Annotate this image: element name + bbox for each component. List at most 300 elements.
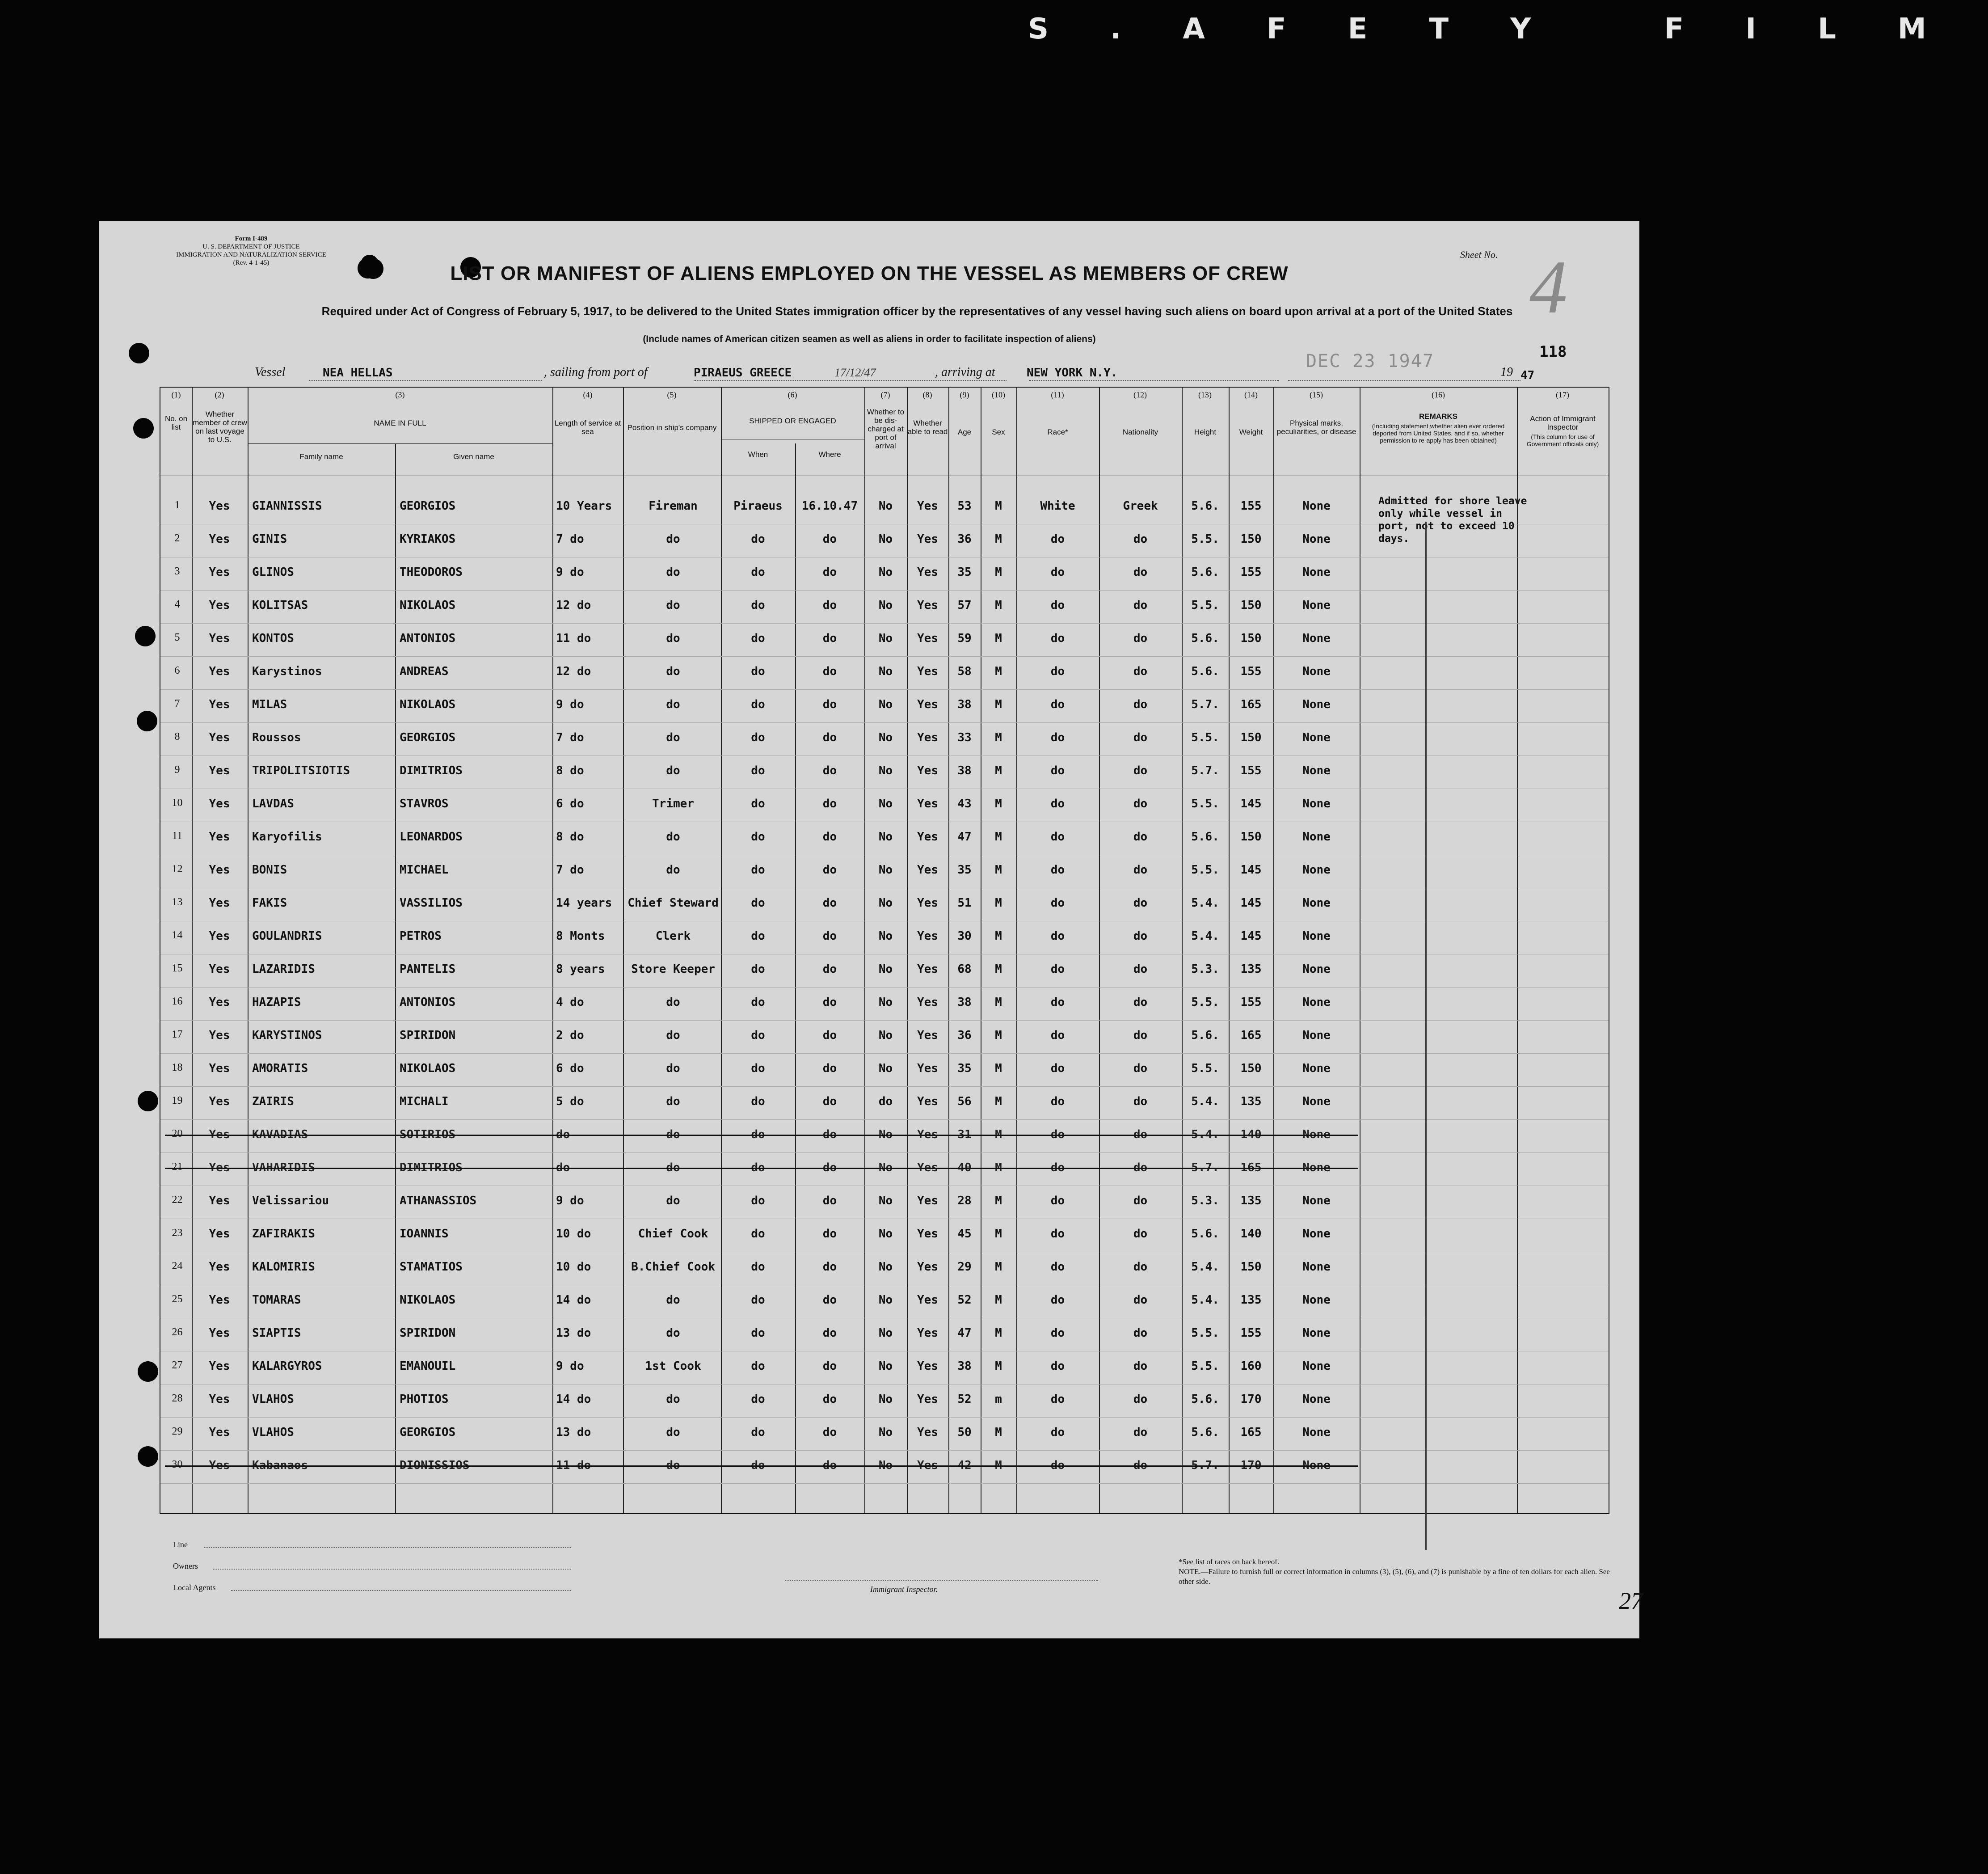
crew-table [160, 387, 1609, 1514]
row-no: 7 [174, 698, 180, 709]
date-stamp: DEC 23 1947 [1306, 351, 1434, 371]
row-no: 15 [172, 962, 183, 974]
family-name: Roussos [252, 731, 301, 744]
crew-member: Yes [209, 1194, 230, 1207]
given-name: DIONISSIOS [400, 1459, 470, 1472]
weight: 135 [1240, 1095, 1262, 1108]
row-no: 2 [174, 532, 180, 544]
physical-marks: None [1302, 1260, 1331, 1274]
can-read: Yes [917, 996, 938, 1009]
race: do [1050, 532, 1065, 546]
service-length: 8 do [556, 830, 584, 844]
nationality: do [1133, 1326, 1148, 1340]
hdr-height: Height [1194, 428, 1217, 436]
column-number: (6) [788, 390, 797, 399]
can-read: Yes [917, 1062, 938, 1075]
hdr-length: Length of service at sea [554, 419, 621, 436]
crew-member: Yes [209, 1161, 230, 1174]
weight: 150 [1240, 532, 1262, 546]
given-name: MICHALI [400, 1095, 449, 1108]
height: 5.5. [1191, 731, 1219, 744]
physical-marks: None [1302, 1293, 1331, 1307]
age: 36 [957, 532, 972, 546]
height: 5.7. [1191, 698, 1219, 711]
weight: 155 [1240, 665, 1262, 678]
can-read: Yes [917, 632, 938, 645]
age: 68 [957, 962, 972, 976]
row-no: 5 [174, 632, 180, 643]
family-name: Velissariou [252, 1194, 329, 1207]
service-length: 4 do [556, 996, 584, 1009]
height: 5.6. [1191, 499, 1219, 513]
crew-member: Yes [209, 962, 230, 976]
given-name: PANTELIS [400, 962, 456, 976]
nationality: do [1133, 566, 1148, 579]
physical-marks: None [1302, 863, 1331, 877]
column-number: (7) [880, 390, 890, 399]
family-name: LAVDAS [252, 797, 294, 810]
discharged: No [878, 1359, 893, 1373]
crew-member: Yes [209, 1095, 230, 1108]
family-name: TOMARAS [252, 1293, 301, 1307]
height: 5.4. [1191, 1095, 1219, 1108]
nationality: do [1133, 996, 1148, 1009]
sex: M [995, 1326, 1002, 1340]
family-name: KONTOS [252, 632, 294, 645]
nationality: do [1133, 1029, 1148, 1042]
sheet-label: Sheet No. [1460, 249, 1498, 260]
height: 5.6. [1191, 1227, 1219, 1241]
crew-member: Yes [209, 1029, 230, 1042]
age: 53 [957, 499, 972, 513]
row-no: 24 [172, 1260, 183, 1272]
hdr-read: Whether able to read [907, 419, 948, 436]
service: IMMIGRATION AND NATURALIZATION SERVICE [176, 251, 326, 258]
row-no: 11 [172, 830, 183, 842]
sailing-port: PIRAEUS GREECE [694, 366, 792, 380]
race: White [1040, 499, 1075, 513]
position: do [666, 532, 680, 546]
shipped-where: do [822, 1029, 837, 1042]
shipped-when: do [751, 896, 765, 910]
position: 1st Cook [645, 1359, 701, 1373]
crew-member: Yes [209, 599, 230, 612]
family-name: GINIS [252, 532, 287, 546]
row-no: 14 [172, 929, 183, 941]
crew-member: Yes [209, 1227, 230, 1241]
nationality: do [1133, 1062, 1148, 1075]
weight: 140 [1240, 1128, 1262, 1141]
discharged: No [878, 532, 893, 546]
crew-member: Yes [209, 797, 230, 810]
service-length: 14 do [556, 1393, 591, 1406]
can-read: Yes [917, 599, 938, 612]
age: 52 [957, 1293, 972, 1307]
shipped-when: do [751, 632, 765, 645]
physical-marks: None [1302, 830, 1331, 844]
age: 47 [957, 1326, 972, 1340]
height: 5.7. [1191, 1161, 1219, 1174]
height: 5.6. [1191, 566, 1219, 579]
position: do [666, 566, 680, 579]
given-name: NIKOLAOS [400, 698, 456, 711]
subtitle: Required under Act of Congress of February 5, 1917, to be delivered to the United States immigration officer by the representatives of any vessel having such aliens on board upon arrival at a port of the United States [321, 304, 1513, 318]
family-name: HAZAPIS [252, 996, 301, 1009]
discharged: No [878, 1426, 893, 1439]
can-read: Yes [917, 1194, 938, 1207]
discharged: No [878, 599, 893, 612]
given-name: ANDREAS [400, 665, 449, 678]
given-name: NIKOLAOS [400, 599, 456, 612]
position: do [666, 830, 680, 844]
crew-member: Yes [209, 1393, 230, 1406]
discharged: No [878, 731, 893, 744]
race: do [1050, 896, 1065, 910]
shipped-where: do [822, 1293, 837, 1307]
age: 52 [957, 1393, 972, 1406]
physical-marks: None [1302, 1062, 1331, 1075]
physical-marks: None [1302, 599, 1331, 612]
family-name: KALARGYROS [252, 1359, 322, 1373]
shipped-when: do [751, 665, 765, 678]
shipped-where: do [822, 1095, 837, 1108]
discharged: No [878, 1459, 893, 1472]
crew-member: Yes [209, 665, 230, 678]
column-number: (10) [992, 390, 1005, 399]
service-length: 9 do [556, 566, 584, 579]
department: U. S. DEPARTMENT OF JUSTICE [202, 243, 300, 250]
film-edge-text: S.AFETY FILM [1028, 13, 1988, 46]
discharged: No [878, 962, 893, 976]
crew-member: Yes [209, 896, 230, 910]
shipped-where: do [822, 1426, 837, 1439]
arrival-port: NEW YORK N.Y. [1027, 366, 1118, 380]
given-name: ANTONIOS [400, 996, 456, 1009]
height: 5.5. [1191, 863, 1219, 877]
nationality: do [1133, 1293, 1148, 1307]
height: 5.5. [1191, 1062, 1219, 1075]
race: do [1050, 996, 1065, 1009]
service-length: 5 do [556, 1095, 584, 1108]
revision: (Rev. 4-1-45) [233, 259, 270, 266]
service-length: 9 do [556, 698, 584, 711]
shipped-where: do [822, 1227, 837, 1241]
vessel-label: Vessel [255, 365, 286, 379]
can-read: Yes [917, 1260, 938, 1274]
race: do [1050, 863, 1065, 877]
crew-member: Yes [209, 1426, 230, 1439]
sex: M [995, 1128, 1002, 1141]
shipped-when: do [751, 731, 765, 744]
race: do [1050, 599, 1065, 612]
shipped-where: do [822, 731, 837, 744]
discharged: No [878, 1062, 893, 1075]
shipped-where: do [822, 599, 837, 612]
height: 5.5. [1191, 797, 1219, 810]
position: do [666, 1029, 680, 1042]
family-name: GLINOS [252, 566, 294, 579]
row-no: 20 [172, 1128, 183, 1140]
can-read: Yes [917, 764, 938, 777]
can-read: Yes [917, 962, 938, 976]
physical-marks: None [1302, 1359, 1331, 1373]
height: 5.4. [1191, 1260, 1219, 1274]
given-name: STAMATIOS [400, 1260, 463, 1274]
can-read: Yes [917, 532, 938, 546]
row-no: 30 [172, 1459, 183, 1470]
height: 5.4. [1191, 1293, 1219, 1307]
crew-member: Yes [209, 499, 230, 513]
footnote-note: NOTE.—Failure to furnish full or correct information in columns (3), (5), (6), and (7) is punishable by a fine of ten dollars for each alien. See other side. [1179, 1567, 1610, 1586]
shipped-where: do [822, 632, 837, 645]
shipped-where: do [822, 996, 837, 1009]
weight: 165 [1240, 1029, 1262, 1042]
footer [160, 1512, 1608, 1624]
row-no: 13 [172, 896, 183, 908]
position: do [666, 665, 680, 678]
nationality: do [1133, 1095, 1148, 1108]
column-number: (11) [1051, 390, 1064, 399]
family-name: LAZARIDIS [252, 962, 315, 976]
service-length: 10 do [556, 1227, 591, 1241]
age: 43 [957, 797, 972, 810]
discharged: No [878, 1393, 893, 1406]
punch-hole [137, 711, 157, 731]
sex: M [995, 797, 1002, 810]
sailing-date: 17/12/47 [834, 366, 876, 379]
height: 5.4. [1191, 896, 1219, 910]
race: do [1050, 1459, 1065, 1472]
shipped-where: do [822, 764, 837, 777]
family-name: KOLITSAS [252, 599, 308, 612]
corner-number: 27 [1619, 1587, 1643, 1614]
footnote [1179, 1557, 1617, 1587]
family-name: Karyofilis [252, 830, 322, 844]
can-read: Yes [917, 896, 938, 910]
position: do [666, 1459, 680, 1472]
position: do [666, 996, 680, 1009]
height: 5.6. [1191, 830, 1219, 844]
given-name: NIKOLAOS [400, 1062, 456, 1075]
nationality: do [1133, 830, 1148, 844]
discharged: No [878, 797, 893, 810]
discharged: No [878, 1161, 893, 1174]
family-name: FAKIS [252, 896, 287, 910]
weight: 135 [1240, 1194, 1262, 1207]
position: do [666, 1426, 680, 1439]
position: do [666, 764, 680, 777]
given-name: KYRIAKOS [400, 532, 456, 546]
age: 40 [957, 1161, 972, 1174]
strike-through-line [165, 1135, 1358, 1136]
race: do [1050, 1227, 1065, 1241]
nationality: do [1133, 764, 1148, 777]
inspector-label: Immigrant Inspector. [870, 1585, 938, 1594]
sex: M [995, 1293, 1002, 1307]
shipped-when: do [751, 1459, 765, 1472]
hdr-action-note: (This column for use of Government officials only) [1526, 433, 1599, 447]
service-length: 7 do [556, 532, 584, 546]
race: do [1050, 1161, 1065, 1174]
shipped-when: do [751, 1095, 765, 1108]
age: 35 [957, 863, 972, 877]
given-name: IOANNIS [400, 1227, 449, 1241]
given-name: NIKOLAOS [400, 1293, 456, 1307]
given-name: LEONARDOS [400, 830, 463, 844]
family-name: VLAHOS [252, 1426, 294, 1439]
hdr-no: No. on list [164, 414, 188, 431]
race: do [1050, 566, 1065, 579]
weight: 145 [1240, 929, 1262, 943]
physical-marks: None [1302, 1326, 1331, 1340]
nationality: do [1133, 1359, 1148, 1373]
column-number: (5) [667, 390, 677, 399]
shipped-when: do [751, 1227, 765, 1241]
hdr-position: Position in ship's company [627, 423, 717, 432]
nationality: do [1133, 1260, 1148, 1274]
physical-marks: None [1302, 1029, 1331, 1042]
shipped-where: do [822, 896, 837, 910]
shipped-where: do [822, 863, 837, 877]
hdr-remarks: REMARKS [1419, 412, 1457, 421]
age: 50 [957, 1426, 972, 1439]
service-length: 14 do [556, 1293, 591, 1307]
sheet-number: 4 [1529, 245, 1567, 329]
physical-marks: None [1302, 1095, 1331, 1108]
physical-marks: None [1302, 929, 1331, 943]
discharged: No [878, 929, 893, 943]
race: do [1050, 665, 1065, 678]
weight: 165 [1240, 1161, 1262, 1174]
hdr-weight: Weight [1239, 428, 1263, 436]
can-read: Yes [917, 830, 938, 844]
age: 38 [957, 764, 972, 777]
race: do [1050, 1426, 1065, 1439]
given-name: PETROS [400, 929, 442, 943]
shipped-where: do [822, 698, 837, 711]
row-no: 8 [174, 731, 180, 743]
discharged: No [878, 1029, 893, 1042]
crew-member: Yes [209, 863, 230, 877]
nationality: do [1133, 863, 1148, 877]
shipped-when: do [751, 1128, 765, 1141]
sex: M [995, 1459, 1002, 1472]
race: do [1050, 797, 1065, 810]
hdr-remarks-note: (Including statement whether alien ever ordered deported from United States, and if so, whether permission to re-apply has been obtained) [1372, 422, 1505, 444]
service-length: 11 do [556, 632, 591, 645]
position: Chief Steward [628, 896, 719, 910]
arrival-line [1029, 380, 1279, 381]
given-name: DIMITRIOS [400, 1161, 463, 1174]
physical-marks: None [1302, 1227, 1331, 1241]
race: do [1050, 1326, 1065, 1340]
height: 5.5. [1191, 996, 1219, 1009]
shipped-when: do [751, 1062, 765, 1075]
position: do [666, 1326, 680, 1340]
sex: M [995, 1260, 1002, 1274]
service-length: 14 years [556, 896, 612, 910]
race: do [1050, 731, 1065, 744]
age: 31 [957, 1128, 972, 1141]
discharged: No [878, 1260, 893, 1274]
sex: M [995, 830, 1002, 844]
shipped-where: do [822, 1062, 837, 1075]
shipped-when: do [751, 1260, 765, 1274]
nationality: do [1133, 896, 1148, 910]
weight: 160 [1240, 1359, 1262, 1373]
can-read: Yes [917, 1227, 938, 1241]
height: 5.6. [1191, 1393, 1219, 1406]
row-no: 12 [172, 863, 183, 875]
can-read: Yes [917, 1359, 938, 1373]
service-length: 9 do [556, 1359, 584, 1373]
discharged: No [878, 1326, 893, 1340]
page-number: 118 [1539, 343, 1567, 361]
nationality: do [1133, 1393, 1148, 1406]
can-read: Yes [917, 1293, 938, 1307]
can-read: Yes [917, 731, 938, 744]
physical-marks: None [1302, 1161, 1331, 1174]
given-name: SPIRIDON [400, 1029, 456, 1042]
given-name: PHOTIOS [400, 1393, 449, 1406]
nationality: do [1133, 632, 1148, 645]
physical-marks: None [1302, 1393, 1331, 1406]
height: 5.7. [1191, 764, 1219, 777]
discharged: do [878, 1095, 893, 1108]
crew-member: Yes [209, 1260, 230, 1274]
weight: 165 [1240, 698, 1262, 711]
row-no: 28 [172, 1393, 183, 1404]
service-length: 12 do [556, 599, 591, 612]
physical-marks: None [1302, 532, 1331, 546]
given-name: ATHANASSIOS [400, 1194, 477, 1207]
family-name: AMORATIS [252, 1062, 308, 1075]
date-line [1288, 380, 1520, 381]
shipped-when: do [751, 797, 765, 810]
shipped-where: do [822, 797, 837, 810]
sex: M [995, 1095, 1002, 1108]
can-read: Yes [917, 863, 938, 877]
service-length: 10 do [556, 1260, 591, 1274]
weight: 150 [1240, 731, 1262, 744]
physical-marks: None [1302, 566, 1331, 579]
discharged: No [878, 830, 893, 844]
position: do [666, 1293, 680, 1307]
physical-marks: None [1302, 499, 1331, 513]
hdr-discharged: Whether to be dis-charged at port of arrival [867, 408, 905, 450]
weight: 155 [1240, 764, 1262, 777]
service-length: 11 do [556, 1459, 591, 1472]
punch-hole [135, 626, 156, 646]
crew-member: Yes [209, 1459, 230, 1472]
weight: 145 [1240, 797, 1262, 810]
weight: 135 [1240, 962, 1262, 976]
subnote: (Include names of American citizen seamen as well as aliens in order to facilitate inspection of aliens) [643, 334, 1096, 344]
weight: 150 [1240, 632, 1262, 645]
strike-through-line [165, 1465, 1358, 1467]
crew-member: Yes [209, 830, 230, 844]
sex: M [995, 1426, 1002, 1439]
position: Clerk [655, 929, 691, 943]
nationality: do [1133, 1194, 1148, 1207]
service-length: 9 do [556, 1194, 584, 1207]
given-name: MICHAEL [400, 863, 449, 877]
shipped-when: do [751, 929, 765, 943]
age: 30 [957, 929, 972, 943]
position: do [666, 1128, 680, 1141]
race: do [1050, 1062, 1065, 1075]
weight: 165 [1240, 1426, 1262, 1439]
